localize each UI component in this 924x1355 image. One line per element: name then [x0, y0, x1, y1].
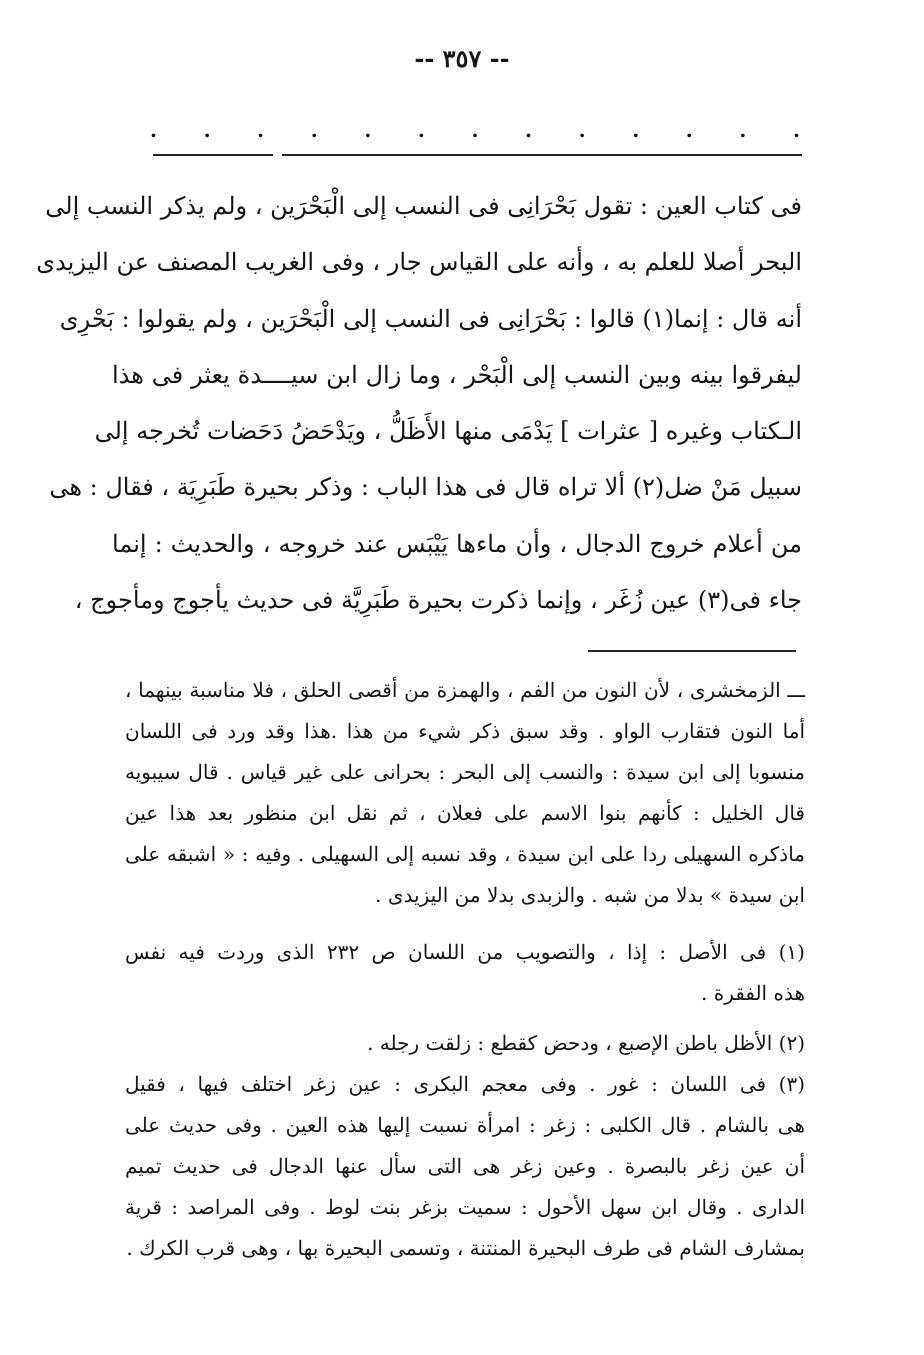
footnote-separator-rule: [588, 650, 796, 652]
ornament-dot: .: [525, 118, 533, 142]
main-text-line: سبيل مَنْ ضل(٢) ألا تراه قال فى هذا الباب : وذكر بحيرة طَبَرِيَة ، فقال : هى: [49, 473, 802, 502]
main-text-line: فى كتاب العين : تقول بَحْرَانِى فى النسب إلى الْبَحْرَين ، ولم يذكر النسب إلى: [45, 192, 802, 220]
footnote-line: هى بالشام . قال الكلبى : زغر : امرأة نسبت إليها هذه العين . وفى حديث على: [125, 1113, 805, 1137]
footnote-line: (٣) فى اللسان : غور . وفى معجم البكرى : عين زغر اختلف فيها ، فقيل: [125, 1072, 805, 1096]
ornament-dot: .: [364, 118, 372, 142]
footnote-2: [125, 1023, 805, 1064]
ornament-dot: .: [685, 118, 693, 142]
footnote-line: (٢) الأظل باطن الإصبع ، ودحض كقطع : زلقت رجله .: [367, 1031, 805, 1055]
footnote-line: أما النون فتقارب الواو . وقد سبق ذكر شيء من هذا .هذا وقد ورد فى اللسان: [125, 719, 805, 743]
footnote-line: بمشارف الشام فى طرف البحيرة المنتنة ، وتسمى البحيرة بها ، وهى قرب الكرك .: [126, 1236, 805, 1260]
header-rule-left: [153, 154, 273, 156]
ornament-dot: .: [310, 118, 318, 142]
ornament-dot: .: [471, 118, 479, 142]
ornament-dot: .: [632, 118, 640, 142]
footnote-1: [125, 932, 805, 1014]
main-text-line: الـكتاب وغيره [ عثرات ] يَدْمَى منها الأَظَلُّ ، ويَدْحَضُ دَحَضات تُخرجه إلى: [94, 417, 802, 446]
footnote-line: ابن سيدة » بدلا من شبه . والزبدى بدلا من اليزيدى .: [375, 883, 805, 907]
ornament-dot: .: [150, 118, 157, 142]
footnote-line: قال الخليل : كأنهم بنوا الاسم على فعلان ، ثم نقل ابن منظور بعد هذا عين: [125, 801, 805, 825]
ornament-dot: .: [739, 118, 747, 142]
ornament-dot: .: [417, 118, 425, 142]
footnote-line: الدارى . وقال ابن سهل الأحول : سميت بزغر بنت لوط . وفى المراصد : قرية: [125, 1195, 805, 1219]
main-text-body: [36, 178, 802, 628]
main-text-line: أنه قال : إنما(١) قالوا : بَحْرَانِى فى النسب إلى الْبَحْرَين ، ولم يقولوا : بَحْرِى: [59, 304, 802, 333]
footnote-line: منسوبا إلى ابن سيدة : والنسب إلى البحر : بحرانى على غير قياس . قال سيبويه: [125, 760, 805, 784]
main-text-line: من أعلام خروج الدجال ، وأن ماءها يَيْبَس عند خروجه ، والحديث : إنما: [112, 529, 802, 558]
ornament-dot: .: [257, 118, 265, 142]
ornament-dot: .: [578, 118, 586, 142]
footnote-line: هذه الفقرة .: [701, 981, 805, 1005]
ornament-dots-row: [150, 118, 800, 142]
main-text-line: جاء فى(٣) عين زُغَر ، وإنما ذكرت بحيرة طَبَرِيَّة فى حديث يأجوج ومأجوج ،: [74, 586, 802, 615]
page-number: -- ٣٥٧ --: [414, 44, 510, 73]
main-text-line: ليفرقوا بينه وبين النسب إلى الْبَحْر ، وما زال ابن سيــــدة يعثر فى هذا: [112, 360, 802, 389]
header-rule-right: [282, 154, 802, 156]
footnote-line: ماذكره السهيلى ردا على ابن سيدة ، وقد نسبه إلى السهيلى . وفيه : « اشبقه على: [125, 842, 805, 866]
footnote-line: ـــ الزمخشرى ، لأن النون من الفم ، والهمزة من أقصى الحلق ، فلا مناسبة بينهما ،: [125, 678, 805, 702]
footnote-line: أن عين زغر بالبصرة . وعين زغر هى التى سأل عنها الدجال فى حديث تميم: [125, 1154, 805, 1178]
main-text-line: البحر أصلا للعلم به ، وأنه على القياس جار ، وفى الغريب المصنف عن اليزيدى: [36, 248, 802, 277]
ornament-dot: .: [203, 118, 211, 142]
footnote-line: (١) فى الأصل : إذا ، والتصويب من اللسان ص ٢٣٢ الذى وردت فيه نفس: [125, 940, 805, 964]
footnote-3: [125, 1064, 805, 1269]
footnote-continuation: [125, 670, 805, 916]
ornament-dot: .: [792, 118, 800, 142]
